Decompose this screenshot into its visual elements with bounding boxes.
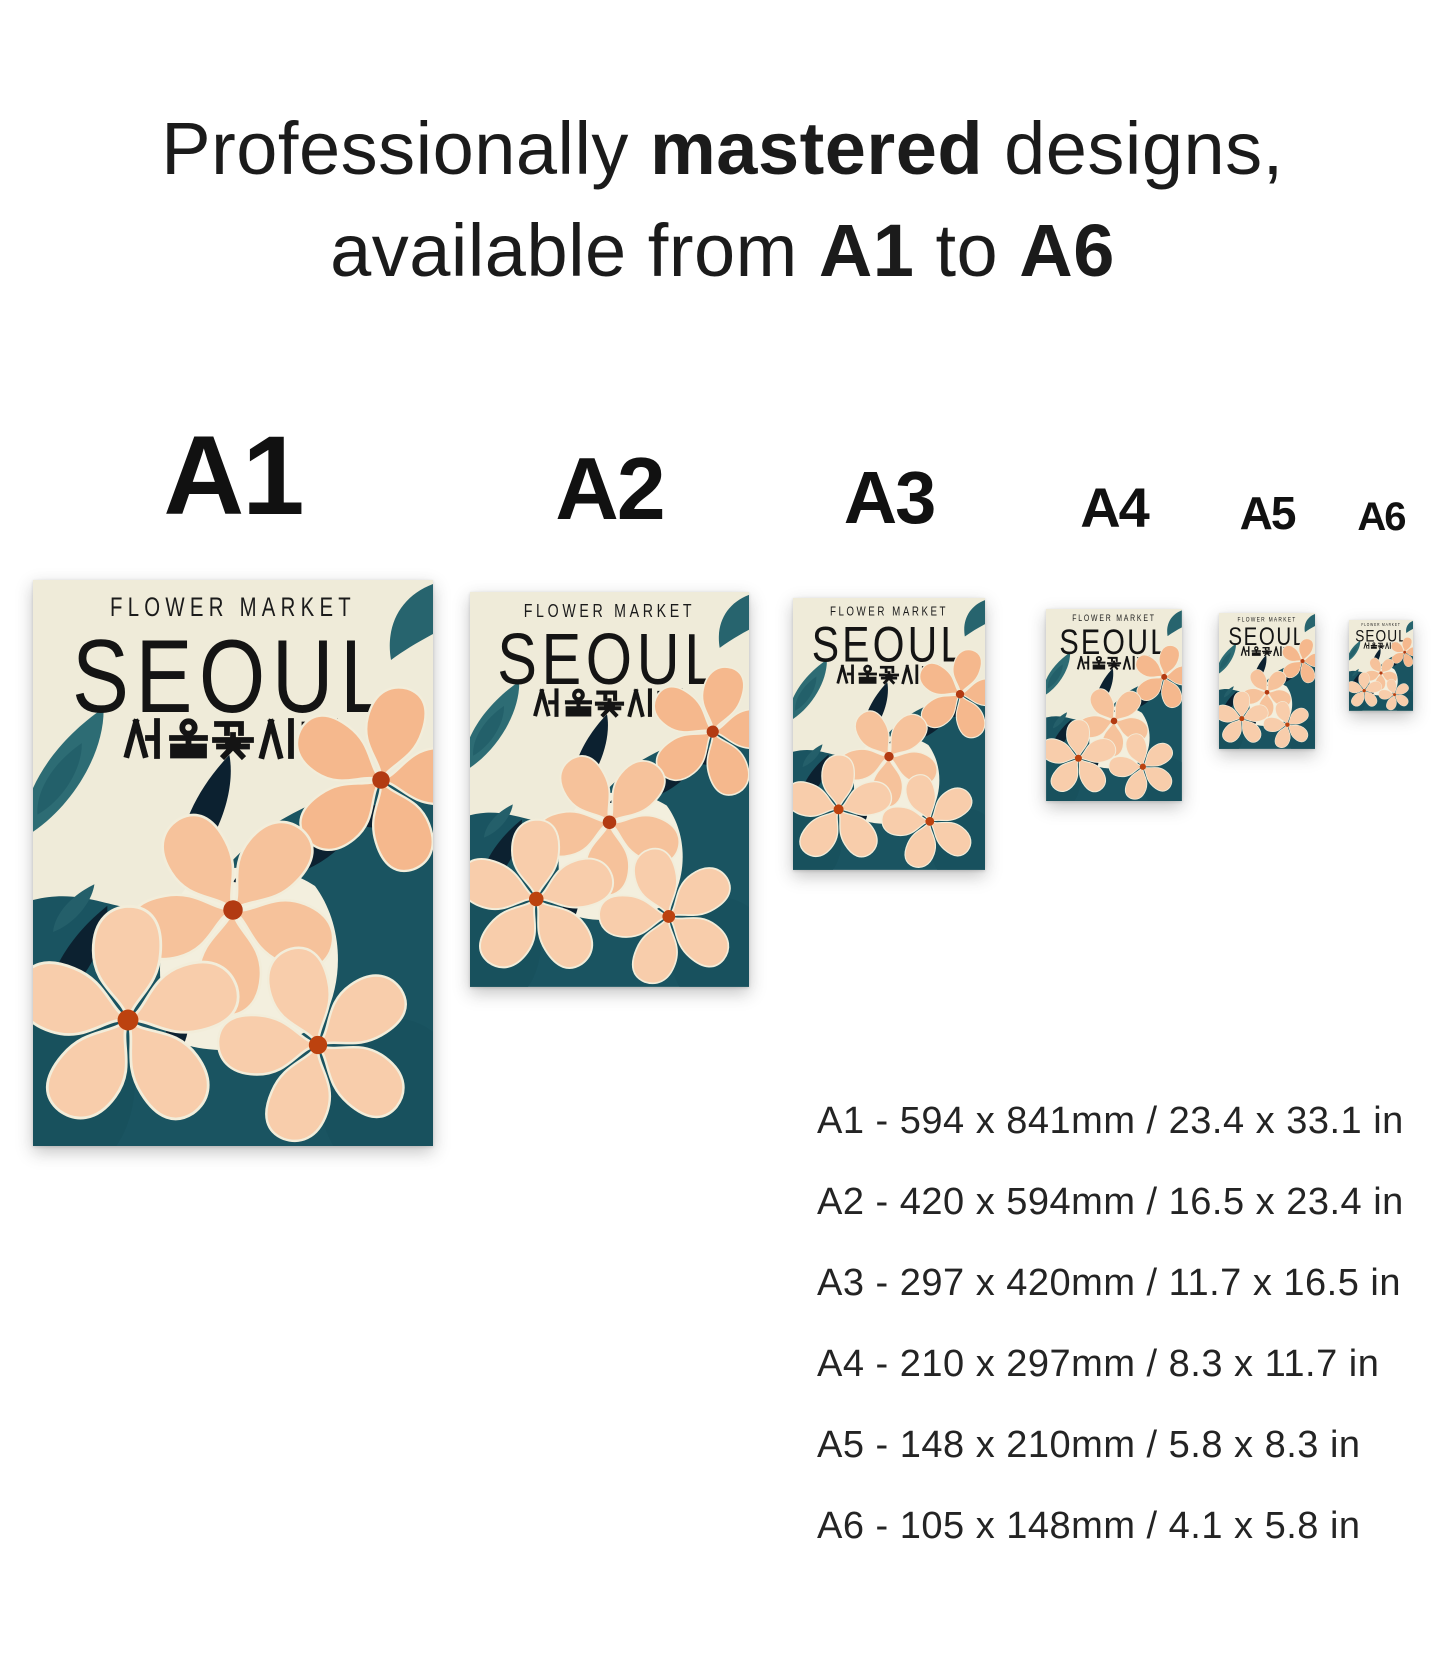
poster-a2 [470,592,749,987]
size-column-a3 [793,350,985,870]
poster-artwork-a2 [470,592,749,987]
poster-a5 [1219,613,1315,749]
title-segment: designs, [983,107,1284,190]
dimension-row: A5 - 148 x 210mm / 5.8 x 8.3 in [817,1424,1361,1466]
size-column-a2 [470,350,749,987]
poster-artwork-a4 [1046,609,1182,801]
size-label-a6: A6 [1357,495,1405,539]
poster-a3 [793,598,985,870]
poster-a4 [1046,609,1182,801]
size-label-a4: A4 [1080,476,1148,539]
title-bold-segment: A1 [818,209,915,292]
dimension-row: A3 - 297 x 420mm / 11.7 x 16.5 in [817,1262,1401,1304]
poster-a6 [1349,620,1413,711]
title-bold-segment: mastered [649,107,984,190]
size-label-a5: A5 [1239,487,1295,539]
title-line-2 [0,200,1445,302]
dimension-list [817,1102,1404,1588]
poster-artwork-a6 [1349,620,1413,711]
dimension-row: A1 - 594 x 841mm / 23.4 x 33.1 in [817,1100,1404,1142]
title-bold-segment: A6 [1019,209,1115,292]
title-line-1 [0,98,1445,200]
dimension-row: A4 - 210 x 297mm / 8.3 x 11.7 in [817,1343,1380,1385]
size-column-a5 [1219,350,1315,749]
title-segment: to [914,209,1020,292]
size-column-a6 [1349,350,1413,711]
title-segment: Professionally [161,107,650,190]
poster-artwork-a5 [1219,613,1315,749]
size-label-a1: A1 [163,413,303,538]
poster-artwork-a1 [33,580,433,1146]
dimension-row: A2 - 420 x 594mm / 16.5 x 23.4 in [817,1181,1404,1223]
poster-artwork-a3 [793,598,985,870]
poster-a1 [33,580,433,1146]
size-label-a3: A3 [843,456,935,539]
page-title [0,98,1445,302]
title-segment: available from [330,209,819,292]
size-label-a2: A2 [555,439,664,538]
dimension-row: A6 - 105 x 148mm / 4.1 x 5.8 in [817,1505,1361,1547]
size-column-a1 [33,350,433,1146]
size-column-a4 [1046,350,1182,801]
